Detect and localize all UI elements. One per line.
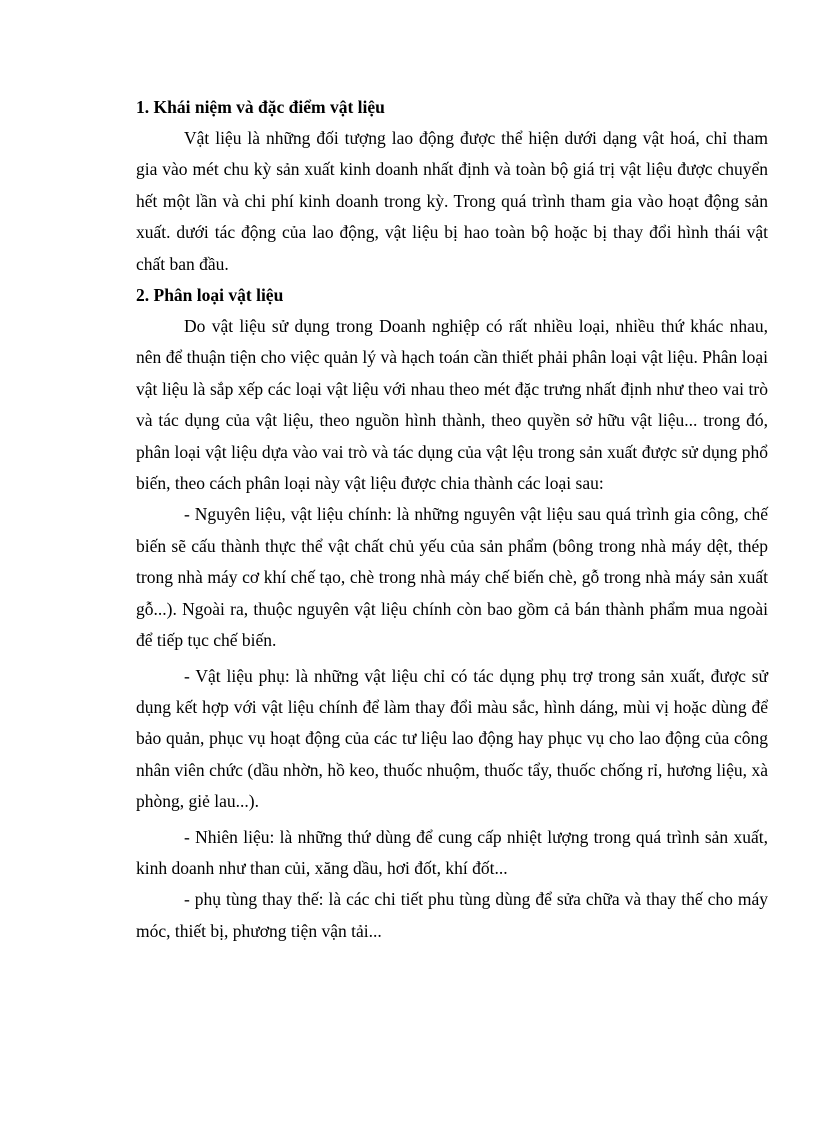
section-1-paragraph: Vật liệu là những đối tượng lao động được thể hiện dưới dạng vật hoá, chỉ tham gia vào mét chu kỳ sản xuất kinh doanh nhất định và toàn bộ giá trị vật liệu được chuyển hết một lần và chi phí kinh doanh trong kỳ. Trong quá trình tham gia vào hoạt động sản xuất. dưới tác động của lao động, vật liệu bị hao toàn bộ hoặc bị thay đổi hình thái vật chất ban đầu.	[136, 128, 768, 274]
section-1-heading: 1. Khái niệm và đặc điểm vật liệu	[136, 97, 385, 117]
list-item-spare-parts: - phụ tùng thay thế: là các chi tiết phu tùng dùng để sửa chữa và thay thế cho máy móc, thiết bị, phương tiện vận tải...	[136, 889, 768, 941]
document-page	[136, 92, 768, 947]
section-2-heading: 2. Phân loại vật liệu	[136, 285, 284, 306]
list-item-fuel: - Nhiên liệu: là những thứ dùng để cung cấp nhiệt lượng trong quá trình sản xuất, kinh doanh như than củi, xăng dầu, hơi đốt, khí đốt...	[136, 826, 768, 878]
list-item-auxiliary-materials: - Vật liệu phụ: là những vật liệu chỉ có tác dụng phụ trợ trong sản xuất, được sử dụng kết hợp với vật liệu chính để làm thay đổi màu sắc, hình dáng, mùi vị hoặc dùng để bảo quản, phục vụ hoạt động của các tư liệu lao động hay phục vụ cho lao động của công nhân viên chức (dầu nhờn, hồ keo, thuốc nhuộm, thuốc tẩy, thuốc chống rỉ, hương liệu, xà phòng, giẻ lau...).	[136, 665, 768, 812]
list-item-main-materials: - Nguyên liệu, vật liệu chính: là những nguyên vật liệu sau quá trình gia công, chế biến sẽ cấu thành thực thể vật chất chủ yếu của sản phẩm (bông trong nhà máy dệt, thép trong nhà máy cơ khí chế tạo, chè trong nhà máy chế biến chè, gỗ trong nhà máy sản xuất gỗ...). Ngoài ra, thuộc nguyên vật liệu chính còn bao gồm cả bán thành phẩm mua ngoài để tiếp tục chế biến.	[136, 504, 768, 651]
section-2-intro-paragraph: Do vật liệu sử dụng trong Doanh nghiệp có rất nhiều loại, nhiều thứ khác nhau, nên để thuận tiện cho việc quản lý và hạch toán cần thiết phải phân loại vật liệu. Phân loại vật liệu là sắp xếp các loại vật liệu với nhau theo mét đặc trưng nhất định như theo vai trò và tác dụng của vật liệu, theo nguồn hình thành, theo quyền sở hữu vật liệu... trong đó, phân loại vật liệu dựa vào vai trò và tác dụng của vật lệu trong sản xuất được sử dụng phổ biến, theo cách phân loại này vật liệu được chia thành các loại sau:	[136, 316, 768, 494]
